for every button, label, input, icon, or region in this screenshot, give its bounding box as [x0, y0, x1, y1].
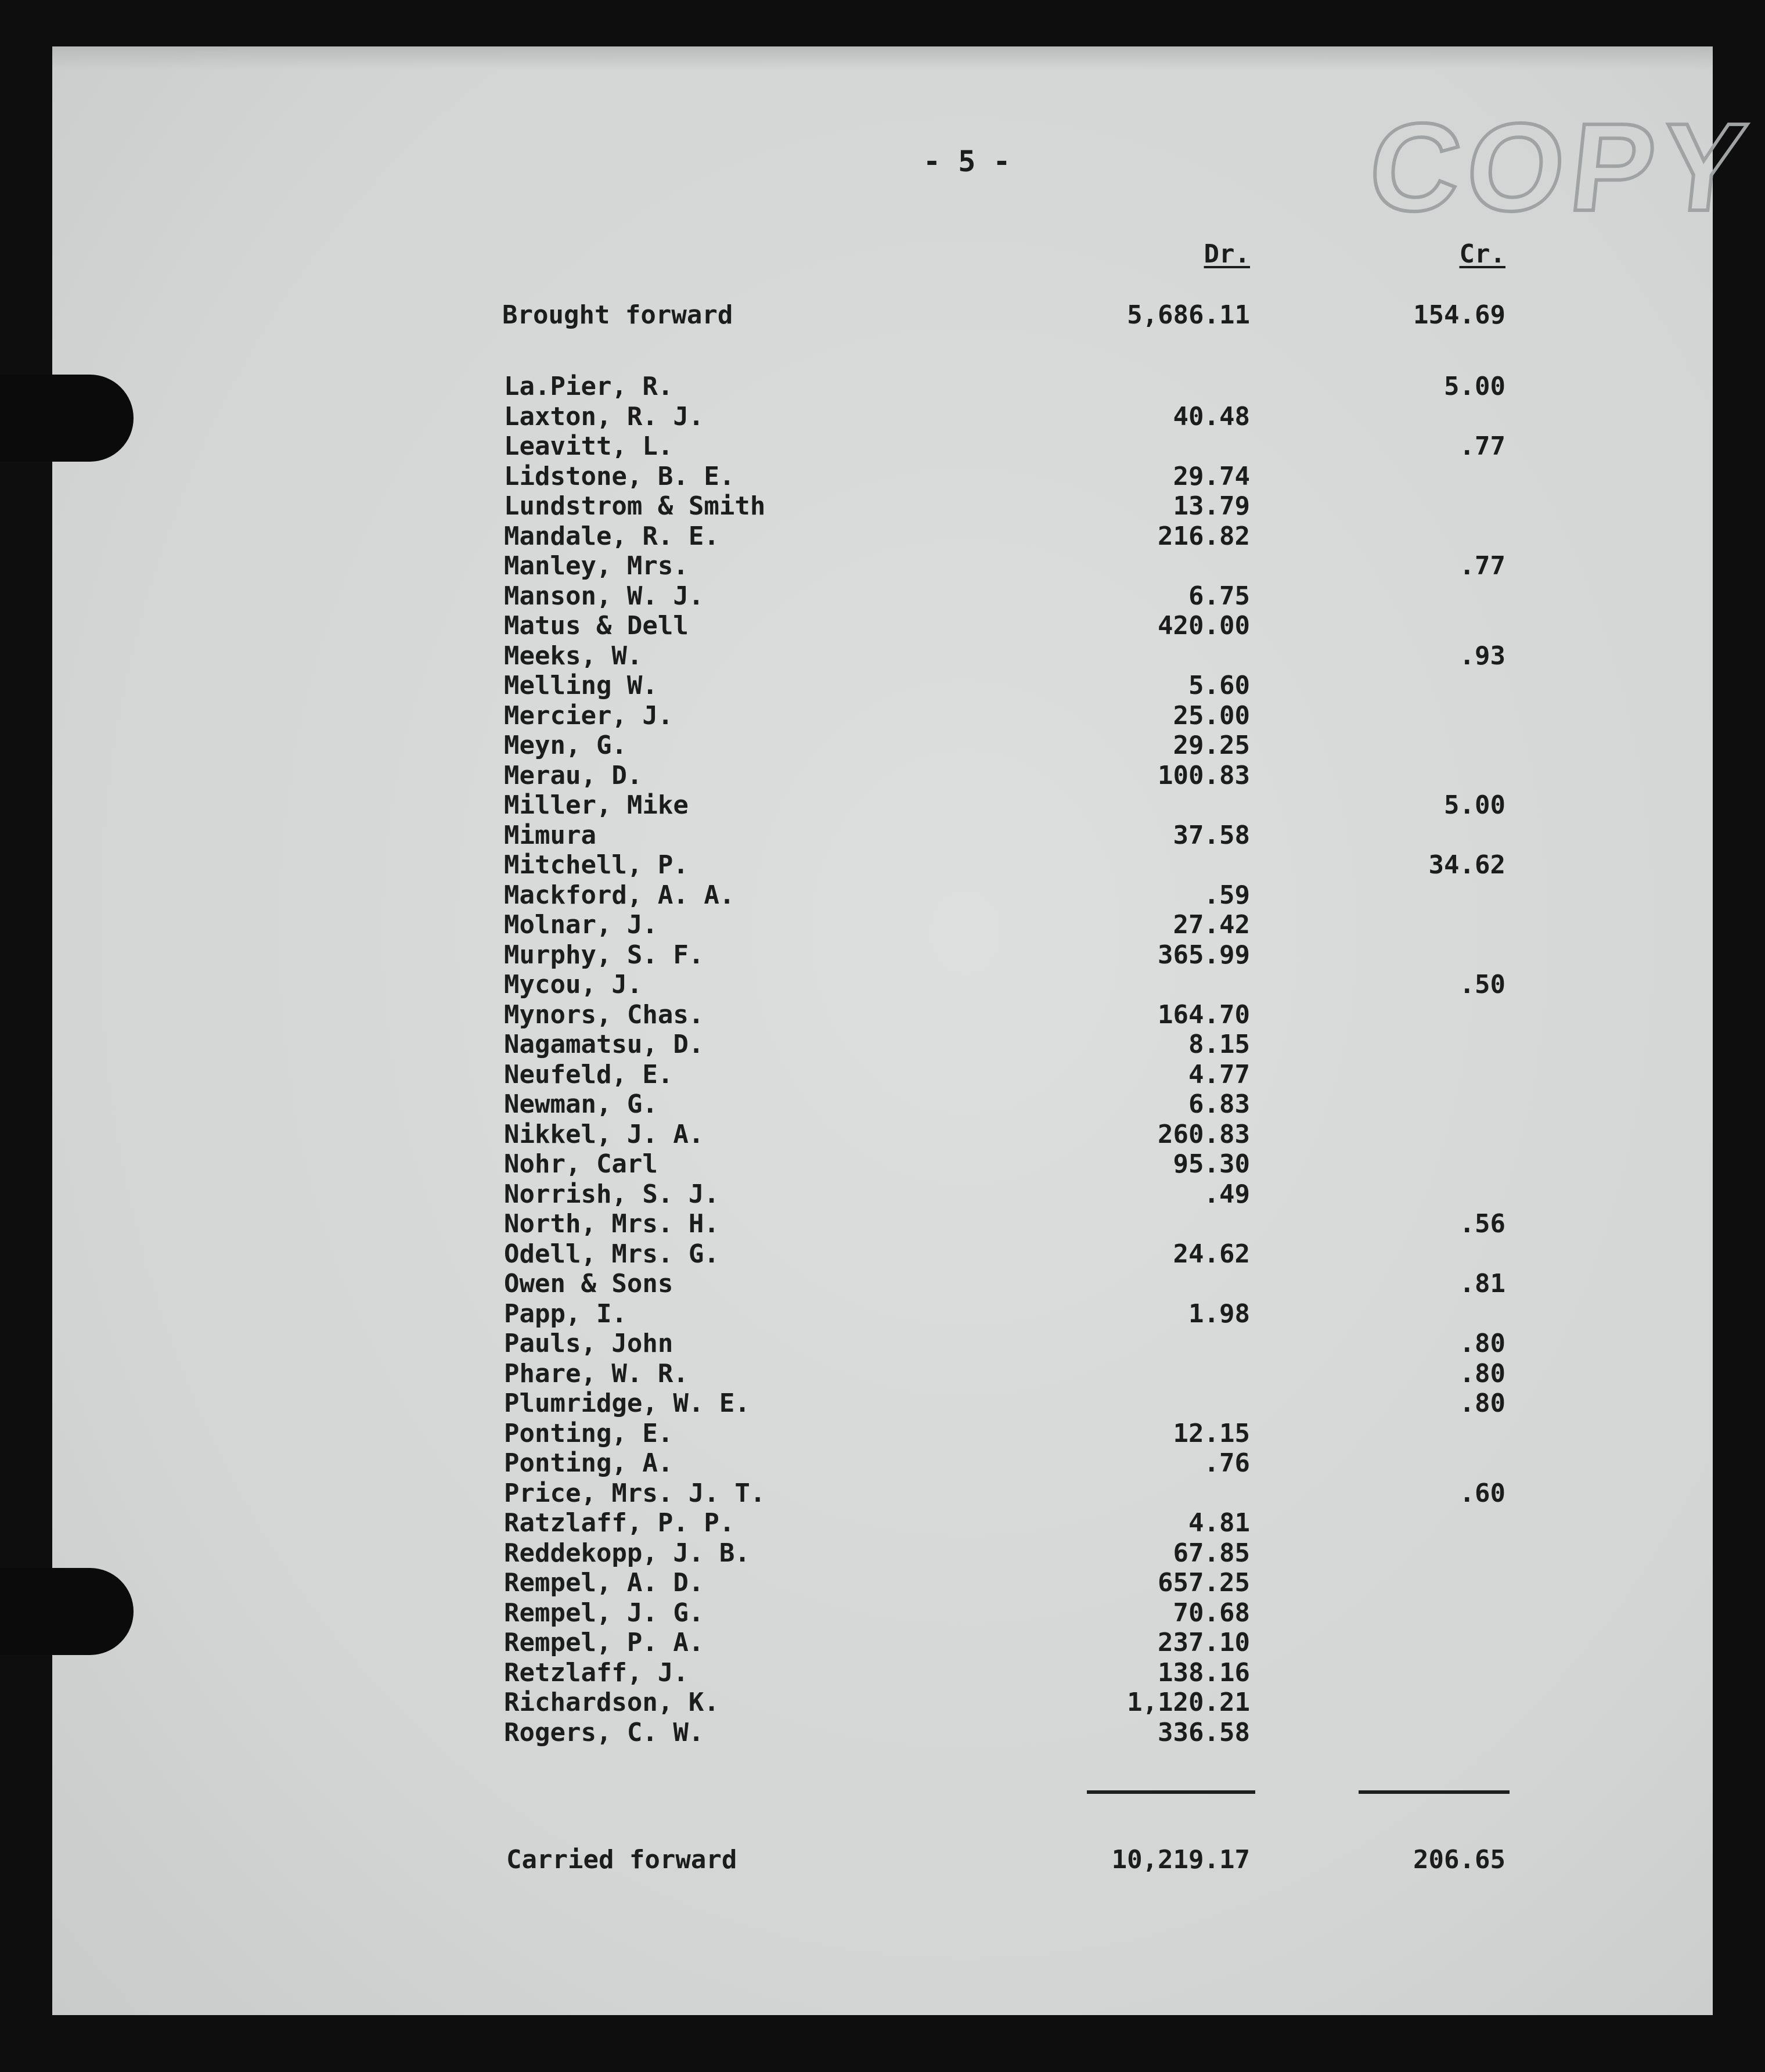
ledger-row [0, 1329, 1765, 1359]
ledger-row [0, 1568, 1765, 1598]
account-name: Odell, Mrs. G. [504, 1239, 719, 1269]
debit-amount: 13.79 [1173, 491, 1250, 521]
account-name: Retzlaff, J. [504, 1657, 689, 1688]
account-name: North, Mrs. H. [504, 1209, 719, 1239]
account-name: Nagamatsu, D. [504, 1030, 704, 1059]
account-name: Manson, W. J. [504, 581, 704, 611]
ledger-row [0, 641, 1765, 671]
credit-amount: .77 [1459, 551, 1505, 581]
ledger-row [0, 940, 1765, 970]
debit-amount: 1,120.21 [1127, 1688, 1250, 1717]
ledger-row [0, 1658, 1765, 1688]
debit-amount: 37.58 [1173, 820, 1250, 850]
debit-amount: 67.85 [1173, 1538, 1250, 1568]
ledger-row [0, 1089, 1765, 1120]
account-name: Phare, W. R. [504, 1358, 689, 1388]
page-number: - 5 - [923, 145, 1011, 178]
account-name: Matus & Dell [504, 611, 689, 641]
account-name: Rempel, P. A. [504, 1628, 704, 1657]
account-name: Ponting, E. [504, 1418, 673, 1448]
credit-amount: 5.00 [1444, 790, 1505, 820]
ledger-row [0, 1688, 1765, 1718]
credit-amount: 34.62 [1428, 850, 1505, 880]
ledger-row [0, 970, 1765, 1000]
credit-amount: 5.00 [1444, 372, 1505, 401]
carried-forward-debit: 10,219.17 [1111, 1845, 1250, 1875]
ledger-row [0, 1239, 1765, 1269]
debit-amount: .76 [1204, 1448, 1250, 1478]
account-name: Leavitt, L. [504, 431, 673, 461]
account-name: Plumridge, W. E. [504, 1388, 750, 1418]
ledger-row [0, 1718, 1765, 1748]
account-name: Richardson, K. [504, 1688, 719, 1717]
debit-amount: .59 [1204, 880, 1250, 910]
ledger-row [0, 1299, 1765, 1329]
debit-amount: 6.75 [1188, 581, 1250, 611]
brought-forward-credit: 154.69 [1413, 300, 1505, 330]
account-name: Mackford, A. A. [504, 880, 735, 910]
debit-amount: .49 [1204, 1179, 1250, 1209]
account-name: Rogers, C. W. [504, 1717, 704, 1747]
account-name: Reddekopp, J. B. [504, 1538, 750, 1568]
credit-amount: .56 [1459, 1209, 1505, 1239]
debit-total-rule [1087, 1790, 1255, 1794]
credit-amount: .60 [1459, 1478, 1505, 1508]
debit-amount: 5.60 [1188, 671, 1250, 700]
ledger-row [0, 790, 1765, 821]
page-edge-shadow [52, 46, 1713, 70]
credit-amount: .80 [1459, 1388, 1505, 1418]
account-name: Mynors, Chas. [504, 999, 704, 1030]
credit-amount: .93 [1459, 641, 1505, 671]
credit-total-rule [1359, 1790, 1510, 1794]
debit-amount: 420.00 [1158, 611, 1250, 641]
account-name: Neufeld, E. [504, 1059, 673, 1089]
ledger-row [0, 402, 1765, 432]
ledger-row [0, 1359, 1765, 1389]
account-name: Lidstone, B. E. [504, 461, 735, 491]
ledger-row [0, 551, 1765, 581]
ledger-row [0, 611, 1765, 641]
account-name: Meyn, G. [504, 731, 627, 760]
account-name: Laxton, R. J. [504, 401, 704, 431]
account-name: Owen & Sons [504, 1269, 673, 1298]
debit-amount: 40.48 [1173, 401, 1250, 431]
carried-forward-credit: 206.65 [1413, 1845, 1505, 1875]
debit-amount: 216.82 [1158, 521, 1250, 551]
debit-amount: 95.30 [1173, 1149, 1250, 1179]
account-name: Mandale, R. E. [504, 521, 719, 551]
credit-amount: .80 [1459, 1358, 1505, 1388]
ledger-row [0, 1000, 1765, 1030]
ledger-row [0, 1598, 1765, 1628]
ledger-row [0, 880, 1765, 911]
debit-amount: 4.81 [1188, 1508, 1250, 1538]
brought-forward-debit: 5,686.11 [1127, 300, 1250, 330]
ledger-row [0, 821, 1765, 851]
debit-amount: 29.25 [1173, 731, 1250, 760]
debit-amount: 8.15 [1188, 1030, 1250, 1059]
account-name: Mitchell, P. [504, 850, 689, 880]
ledger-row [0, 1149, 1765, 1179]
debit-amount: 27.42 [1173, 910, 1250, 940]
ledger-row [0, 372, 1765, 402]
account-name: Norrish, S. J. [504, 1179, 719, 1209]
ledger-row [0, 850, 1765, 880]
ledger-row [0, 1120, 1765, 1150]
debit-amount: 260.83 [1158, 1119, 1250, 1149]
account-name: Pauls, John [504, 1329, 673, 1358]
ledger-row [0, 1179, 1765, 1210]
account-name: Molnar, J. [504, 910, 658, 940]
account-name: Price, Mrs. J. T. [504, 1478, 766, 1508]
credit-amount: .81 [1459, 1269, 1505, 1298]
ledger-entries [0, 372, 1765, 1747]
account-name: Miller, Mike [504, 790, 689, 820]
account-name: Rempel, J. G. [504, 1598, 704, 1628]
debit-column-header: Dr. [1204, 239, 1250, 269]
ledger-row [0, 1060, 1765, 1090]
account-name: La.Pier, R. [504, 372, 673, 401]
account-name: Mercier, J. [504, 700, 673, 731]
ledger-row [0, 1479, 1765, 1509]
debit-amount: 657.25 [1158, 1568, 1250, 1598]
ledger-row [0, 671, 1765, 701]
account-name: Manley, Mrs. [504, 551, 689, 581]
copy-stamp: COPY [1363, 97, 1759, 237]
account-name: Nikkel, J. A. [504, 1119, 704, 1149]
ledger-row [0, 1030, 1765, 1060]
debit-amount: 100.83 [1158, 760, 1250, 790]
ledger-row [0, 1538, 1765, 1569]
credit-column-header: Cr. [1459, 239, 1505, 269]
ledger-row [0, 1419, 1765, 1449]
ledger-row [0, 491, 1765, 521]
account-name: Nohr, Carl [504, 1149, 658, 1179]
account-name: Lundstrom & Smith [504, 491, 766, 521]
debit-amount: 6.83 [1188, 1089, 1250, 1119]
brought-forward-label: Brought forward [502, 300, 733, 330]
account-name: Murphy, S. F. [504, 940, 704, 970]
debit-amount: 24.62 [1173, 1239, 1250, 1269]
credit-amount: .77 [1459, 431, 1505, 461]
debit-amount: 4.77 [1188, 1059, 1250, 1089]
account-name: Mycou, J. [504, 970, 643, 999]
debit-amount: 70.68 [1173, 1598, 1250, 1628]
debit-amount: 25.00 [1173, 700, 1250, 731]
account-name: Merau, D. [504, 760, 643, 790]
ledger-row [0, 1388, 1765, 1419]
debit-amount: 237.10 [1158, 1628, 1250, 1657]
ledger-row [0, 731, 1765, 761]
ledger-row [0, 431, 1765, 462]
ledger-row [0, 1508, 1765, 1538]
account-name: Ratzlaff, P. P. [504, 1508, 735, 1538]
ledger-row [0, 521, 1765, 552]
ledger-row [0, 701, 1765, 731]
account-name: Rempel, A. D. [504, 1568, 704, 1598]
debit-amount: 164.70 [1158, 999, 1250, 1030]
ledger-row [0, 1628, 1765, 1658]
account-name: Ponting, A. [504, 1448, 673, 1478]
debit-amount: 1.98 [1188, 1298, 1250, 1329]
account-name: Mimura [504, 820, 596, 850]
ledger-row [0, 581, 1765, 611]
carried-forward-label: Carried forward [506, 1845, 737, 1875]
account-name: Newman, G. [504, 1089, 658, 1119]
ledger-row [0, 1209, 1765, 1239]
ledger-row [0, 1269, 1765, 1299]
ledger-row [0, 761, 1765, 791]
debit-amount: 12.15 [1173, 1418, 1250, 1448]
debit-amount: 336.58 [1158, 1717, 1250, 1747]
account-name: Meeks, W. [504, 641, 643, 671]
ledger-row [0, 910, 1765, 940]
debit-amount: 138.16 [1158, 1657, 1250, 1688]
account-name: Papp, I. [504, 1298, 627, 1329]
credit-amount: .80 [1459, 1329, 1505, 1358]
credit-amount: .50 [1459, 970, 1505, 999]
ledger-row [0, 462, 1765, 492]
account-name: Melling W. [504, 671, 658, 700]
ledger-row [0, 1448, 1765, 1479]
debit-amount: 29.74 [1173, 461, 1250, 491]
debit-amount: 365.99 [1158, 940, 1250, 970]
